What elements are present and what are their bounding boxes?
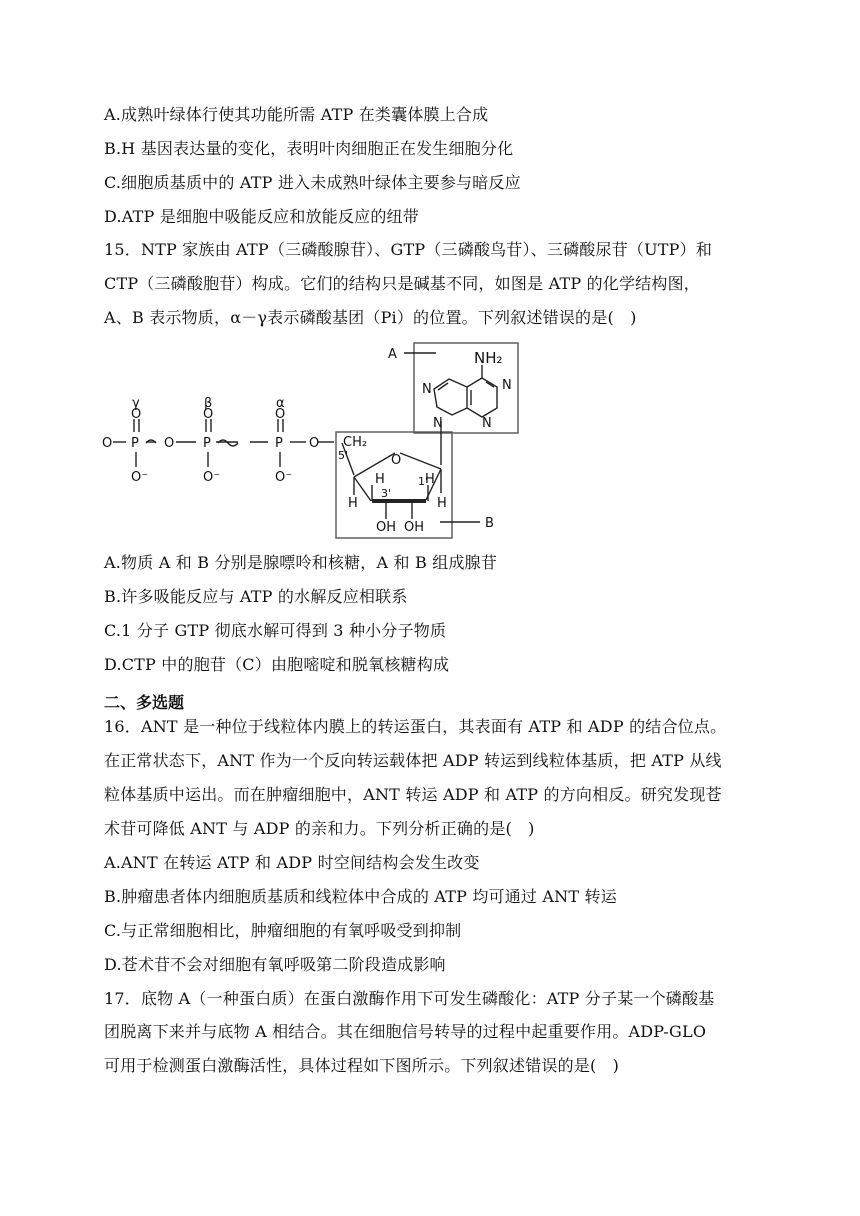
label-b: B [485, 516, 494, 531]
label-n-bottom: N [482, 416, 492, 431]
label-o-alpha-bottom: O⁻ [275, 470, 293, 485]
label-beta: β [204, 396, 213, 411]
label-n-nine: N [433, 416, 443, 431]
label-alpha: α [276, 396, 285, 411]
q14-option-d: D.ATP 是细胞中吸能反应和放能反应的纽带 [104, 207, 419, 226]
label-ring-o: O [391, 453, 402, 468]
label-o-link1: O [164, 436, 175, 451]
q17-stem-line2: 团脱离下来并与底物 A 相结合。其在细胞信号转导的过程中起重要作用。ADP-GLO [104, 1022, 707, 1041]
label-n-left: N [422, 382, 432, 397]
label-a: A [388, 347, 397, 362]
label-gamma: γ [132, 396, 140, 411]
label-c3: 3' [381, 487, 392, 500]
q14-option-a: A.成熟叶绿体行使其功能所需 ATP 在类囊体膜上合成 [104, 105, 489, 124]
label-ch2: CH₂ [343, 435, 368, 450]
q16-option-d: D.苍术苷不会对细胞有氧呼吸第二阶段造成影响 [104, 955, 446, 974]
label-p-alpha: P [275, 436, 283, 451]
q16-stem-line1: 16．ANT 是一种位于线粒体内膜上的转运蛋白，其表面有 ATP 和 ADP 的结合位点。 [104, 717, 727, 736]
q17-stem-line1: 17．底物 A（一种蛋白质）在蛋白激酶作用下可发生磷酸化：ATP 分子某一个磷酸基 [104, 989, 715, 1008]
label-oh-2: OH [404, 520, 425, 535]
section-title-multiple-choice: 二、多选题 [104, 693, 185, 712]
label-p-gamma: P [131, 436, 139, 451]
q15-stem-line2: CTP（三磷酸胞苷）构成。它们的结构只是碱基不同，如图是 ATP 的化学结构图， [104, 274, 700, 293]
q16-option-a: A.ANT 在转运 ATP 和 ADP 时空间结构会发生改变 [104, 853, 480, 872]
label-nh2: NH₂ [474, 349, 503, 367]
q16-stem-line3: 粒体基质中运出。而在肿瘤细胞中，ANT 转运 ADP 和 ATP 的方向相反。研究发现苍 [104, 785, 722, 804]
q15-stem-line1: 15．NTP 家族由 ATP（三磷酸腺苷）、GTP（三磷酸鸟苷）、三磷酸尿苷（UTP）和 [104, 240, 713, 259]
q16-option-b: B.肿瘤患者体内细胞质基质和线粒体中合成的 ATP 均可通过 ANT 转运 [104, 887, 617, 906]
q15-option-d: D.CTP 中的胞苷（C）由胞嘧啶和脱氧核糖构成 [104, 655, 450, 674]
q16-option-c: C.与正常细胞相比，肿瘤细胞的有氧呼吸受到抑制 [104, 921, 462, 940]
atp-structure-figure [0, 335, 860, 545]
label-o-minus-left: O [102, 436, 113, 451]
q15-option-a: A.物质 A 和 B 分别是腺嘌呤和核糖，A 和 B 组成腺苷 [104, 553, 498, 572]
label-h-c1: H [437, 496, 447, 511]
q14-option-b: B.H 基因表达量的变化，表明叶肉细胞正在发生细胞分化 [104, 139, 514, 158]
q17-stem-line3: 可用于检测蛋白激酶活性，具体过程如下图所示。下列叙述错误的是( ) [104, 1056, 620, 1075]
label-h-c4: H [348, 496, 358, 511]
label-o-link3: O [309, 436, 320, 451]
label-o-beta-top: O [203, 407, 214, 422]
label-c1: 1' [418, 475, 429, 488]
label-o-beta-bottom: O⁻ [203, 470, 221, 485]
q15-option-b: B.许多吸能反应与 ATP 的水解反应相联系 [104, 587, 408, 606]
label-o-gamma-bottom: O⁻ [131, 470, 149, 485]
label-o-gamma-top: O [131, 407, 142, 422]
label-n-top: N [502, 378, 512, 393]
label-h-c2: H [425, 472, 435, 487]
label-oh-3: OH [376, 520, 397, 535]
q15-option-c: C.1 分子 GTP 彻底水解可得到 3 种小分子物质 [104, 621, 447, 640]
q16-stem-line2: 在正常状态下，ANT 作为一个反向转运载体把 ADP 转运到线粒体基质，把 ATP 从线 [104, 751, 722, 770]
label-p-beta: P [203, 436, 211, 451]
q14-option-c: C.细胞质基质中的 ATP 进入未成熟叶绿体主要参与暗反应 [104, 173, 521, 192]
label-o-alpha-top: O [275, 407, 286, 422]
label-h-c3: H [375, 472, 385, 487]
q15-stem-line3: A、B 表示物质，α－γ表示磷酸基团（Pi）的位置。下列叙述错误的是( ) [104, 308, 637, 327]
label-c5: 5' [338, 449, 349, 462]
q16-stem-line4: 术苷可降低 ANT 与 ADP 的亲和力。下列分析正确的是( ) [104, 819, 535, 838]
